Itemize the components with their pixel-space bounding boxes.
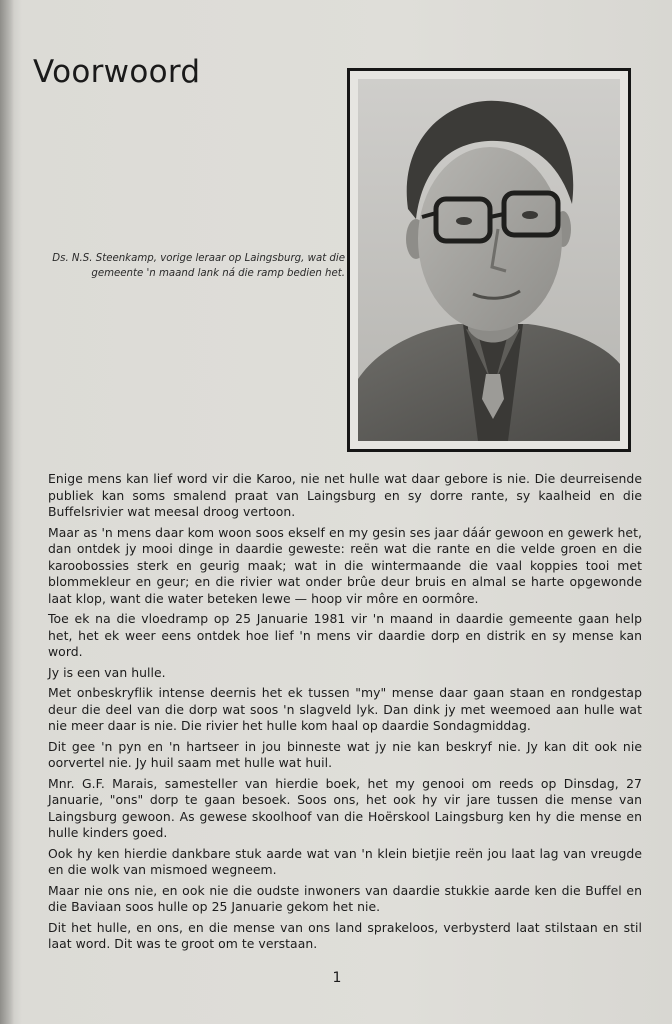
- binding-shadow: [0, 0, 14, 1024]
- foreword-body: [48, 471, 642, 957]
- page-title: Voorwoord: [33, 54, 201, 90]
- paragraph: Mnr. G.F. Marais, samesteller van hierdie boek, het my genooi om reeds op Dinsdag, 27 Januarie, "ons" dorp te gaan besoek. Soos ons, het ook hy vir jare tussen die mense van Laingsburg gewoon. As gewese skoolhoof van die Hoërskool Laingsburg ken hy die mense en hulle kinders goed.: [48, 775, 642, 840]
- paragraph: Toe ek na die vloedramp op 25 Januarie 1981 vir 'n maand in daardie gemeente gaan help het, het ek weer eens ontdek hoe lief 'n mens vir daardie dorp en distrik en sy mense kan word.: [48, 611, 642, 659]
- paragraph: Maar nie ons nie, en ook nie die oudste inwoners van daardie stukkie aarde ken die Buffel en die Baviaan soos hulle op 25 Januarie gekom het nie.: [48, 882, 642, 914]
- paragraph: Jy is een van hulle.: [48, 664, 166, 680]
- photo-caption: Ds. N.S. Steenkamp, vorige leraar op Laingsburg, wat die gemeente 'n maand lank ná die ramp bedien het.: [52, 253, 345, 279]
- paragraph: Maar as 'n mens daar kom woon soos ekself en my gesin ses jaar dáár gewoon en gewerk het, dan ontdek jy mooi dinge in daardie geweste: reën wat die rante en die velde groen en die karoobossies sterk en geurig maak; wat in die wintermaande die vaal koppies tooi met blommekleur en geur; en die rivier wat onder brûe deur bruis en almal se harte opgewonde laat klop, want die water beteken lewe — hoop vir môre en oormôre.: [48, 524, 642, 606]
- paragraph: Ook hy ken hierdie dankbare stuk aarde wat van 'n klein bietjie reën jou laat lag van vreugde en die wolk van mismoed wegneem.: [48, 845, 642, 877]
- paragraph: Enige mens kan lief word vir die Karoo, nie net hulle wat daar gebore is nie. Die deurreisende publiek kan soms smalend praat van Laingsburg en sy dorre rante, sy kaalheid en die Buffelsrivier wat meesal droog vertoon.: [48, 471, 642, 519]
- paragraph: Dit gee 'n pyn en 'n hartseer in jou binneste wat jy nie kan beskryf nie. Jy kan dit ook nie oorvertel nie. Jy huil saam met hulle wat huil.: [48, 738, 642, 770]
- portrait-photo: [358, 79, 620, 441]
- photo-frame: [347, 68, 631, 452]
- paragraph: Dit het hulle, en ons, en die mense van ons land sprakeloos, verbysterd laat stilstaan en stil laat word. Dit was te groot om te verstaan.: [48, 919, 642, 951]
- paragraph: Met onbeskryflik intense deernis het ek tussen "my" mense daar gaan staan en rondgestap deur die deel van die dorp wat soos 'n slagveld lyk. Dan dink jy met weemoed aan hulle wat nie meer daar is nie. Die rivier het hulle kom haal op daardie Sondagmiddag.: [48, 685, 642, 733]
- page-number: 1: [332, 970, 342, 986]
